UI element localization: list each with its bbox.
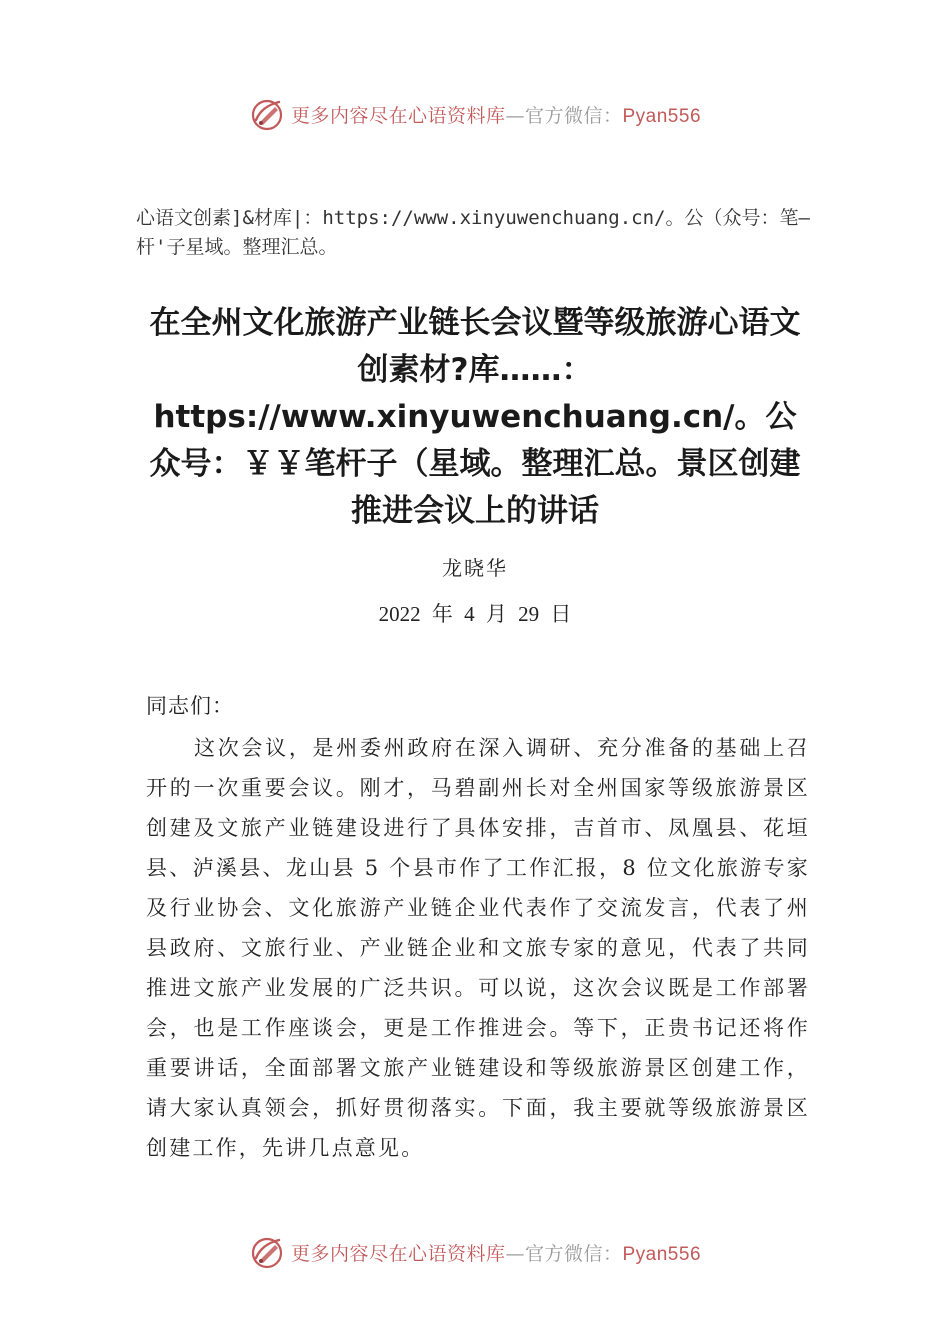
watermark-wechat-id: Pyan556 — [622, 1243, 702, 1265]
header-watermark — [0, 94, 950, 134]
watermark-wechat-label: 官方微信： — [524, 1242, 623, 1265]
watermark-main-text: 更多内容尽在心语资料库 — [290, 104, 506, 127]
pen-swirl-logo-icon — [249, 1234, 285, 1270]
document-title: 在全州文化旅游产业链长会议暨等级旅游心语文创素材?库……：https://www.xinyuwenchuang.cn/。公众号：￥￥笔杆子（星域。整理汇总。景区创建推进会议上的讲话 — [149, 305, 801, 529]
source-note: 心语文创素]&材库|：https://www.xinyuwenchuang.cn/。公（众号：笔—杆'子星域。整理汇总。 — [136, 207, 810, 258]
author-name: 龙晓华 — [442, 556, 508, 580]
pen-swirl-logo-icon — [249, 96, 285, 132]
watermark-main-text: 更多内容尽在心语资料库 — [290, 1242, 506, 1265]
watermark-wechat-id: Pyan556 — [622, 105, 702, 127]
greeting: 同志们： — [146, 694, 234, 718]
watermark-dash: — — [505, 1242, 525, 1265]
footer-watermark — [0, 1232, 950, 1272]
document-date: 2022 年 4 月 29 日 — [378, 602, 572, 626]
watermark-wechat-label: 官方微信： — [524, 104, 623, 127]
watermark-dash: — — [505, 104, 525, 127]
body-paragraph: 这次会议，是州委州政府在深入调研、充分准备的基础上召开的一次重要会议。刚才，马碧副州长对全州国家等级旅游景区创建及文旅产业链建设进行了具体安排，吉首市、凤凰县、花垣县、泸溪县、龙山县 5 个县市作了工作汇报，8 位文化旅游专家及行业协会、文化旅游产业链企业代表作了交流发言，代表了州县政府、文旅行业、产业链企业和文旅专家的意见，代表了共同推进文旅产业发展的广泛共识。可以说，这次会议既是工作部署会，也是工作座谈会，更是工作推进会。等下，正贵书记还将作重要讲话，全面部署文旅产业链建设和等级旅游景区创建工作，请大家认真领会，抓好贯彻落实。下面，我主要就等级旅游景区创建工作，先讲几点意见。 — [146, 736, 810, 1160]
